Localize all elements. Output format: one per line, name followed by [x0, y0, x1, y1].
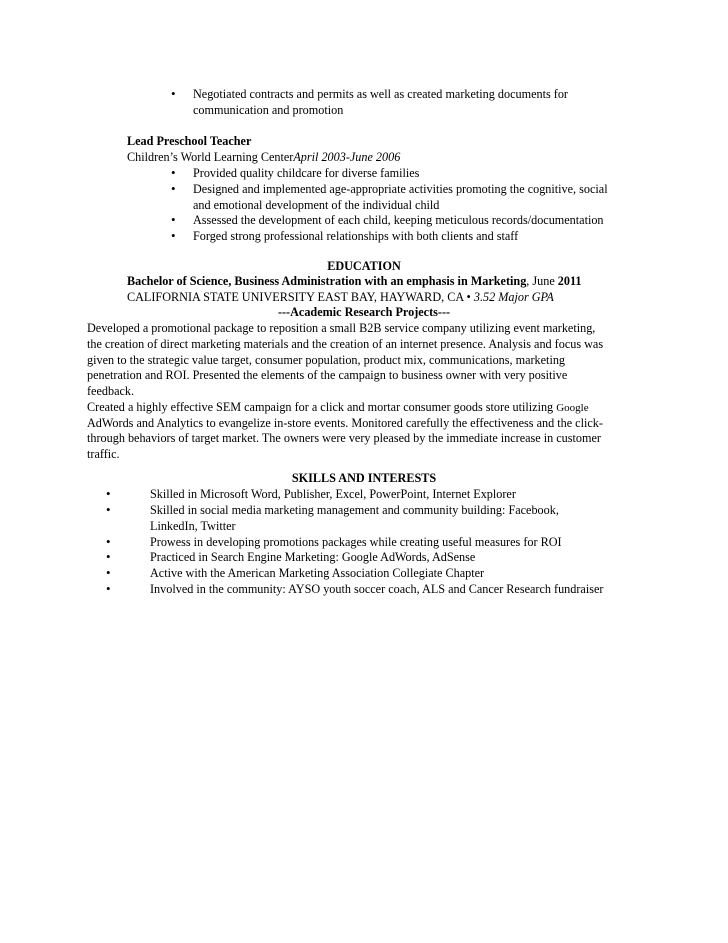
prev-job-bullet-line1: Negotiated contracts and permits as well as created marketing documents for [193, 87, 568, 101]
project1-line: Developed a promotional package to reposition a small B2B service company utilizing event marketing, [87, 321, 596, 335]
bullet-icon: • [106, 486, 111, 501]
skill-item-2-line1: Skilled in social media marketing management and community building: Facebook, [150, 503, 559, 517]
skills-heading: SKILLS AND INTERESTS [291, 471, 437, 485]
job-employer: Children’s World Learning Center [127, 150, 294, 164]
skill-item-6: Involved in the community: AYSO youth soccer coach, ALS and Cancer Research fundraiser [150, 582, 604, 596]
job-employer-line [127, 149, 400, 165]
job-bullet-4: Forged strong professional relationships with both clients and staff [193, 229, 519, 243]
projects-heading: ---Academic Research Projects--- [277, 305, 451, 319]
job-bullet-3: Assessed the development of each child, keeping meticulous records/documentation [193, 213, 604, 227]
project1-line: penetration and ROI. Presented the elements of the campaign to business owner with very positive [87, 368, 568, 382]
bullet-icon: • [171, 181, 176, 196]
skill-item-2-line2: LinkedIn, Twitter [150, 519, 236, 533]
project2-line1-google: Google [556, 402, 589, 414]
skill-item-1: Skilled in Microsoft Word, Publisher, Excel, PowerPoint, Internet Explorer [150, 487, 516, 501]
project1-line: given to the strategic value target, consumer population, product mix, communications, marketing [87, 353, 566, 367]
project1-line: the creation of direct marketing materials and the creation of an internet presence. Analysis and focus was [87, 337, 604, 351]
degree-line [127, 273, 581, 289]
job-bullet-1: Provided quality childcare for diverse families [193, 166, 420, 180]
separator: • [463, 290, 474, 304]
prev-job-bullet-line2: communication and promotion [193, 103, 344, 117]
project2-line [87, 399, 589, 416]
skill-item-5: Active with the American Marketing Association Collegiate Chapter [150, 566, 485, 580]
gpa: 3.52 Major GPA [473, 290, 554, 304]
job-bullet-2-line1: Designed and implemented age-appropriate activities promoting the cognitive, social [193, 182, 608, 196]
degree: Bachelor of Science, Business Administration with an emphasis in Marketing [127, 274, 527, 288]
project1-line: feedback. [87, 384, 135, 398]
skill-item-4: Practiced in Search Engine Marketing: Google AdWords, AdSense [150, 550, 476, 564]
project2-line: through behaviors of target market. The owners were very pleased by the immediate increase in customer [87, 431, 601, 445]
school-line [127, 289, 554, 305]
job-dates: April 2003-June 2006 [293, 150, 401, 164]
bullet-icon: • [106, 565, 111, 580]
project2-line: AdWords and Analytics to evangelize in-store events. Monitored carefully the effectiveness and the click- [87, 416, 603, 430]
job-bullet-2-line2: and emotional development of the individual child [193, 198, 440, 212]
bullet-icon: • [171, 165, 176, 180]
degree-date: , June [526, 274, 558, 288]
project2-line1-text: Created a highly effective SEM campaign for a click and mortar consumer goods store utilizing [87, 400, 557, 414]
education-heading: EDUCATION [327, 259, 401, 273]
bullet-icon: • [106, 502, 111, 517]
bullet-icon: • [171, 86, 176, 101]
bullet-icon: • [106, 534, 111, 549]
skill-item-3: Prowess in developing promotions packages while creating useful measures for ROI [150, 535, 562, 549]
degree-year: 2011 [557, 274, 582, 288]
school: CALIFORNIA STATE UNIVERSITY EAST BAY, HAYWARD, CA [127, 290, 464, 304]
project2-line: traffic. [87, 447, 120, 461]
bullet-icon: • [106, 549, 111, 564]
bullet-icon: • [106, 581, 111, 596]
bullet-icon: • [171, 212, 176, 227]
bullet-icon: • [171, 228, 176, 243]
job-title: Lead Preschool Teacher [127, 134, 252, 148]
